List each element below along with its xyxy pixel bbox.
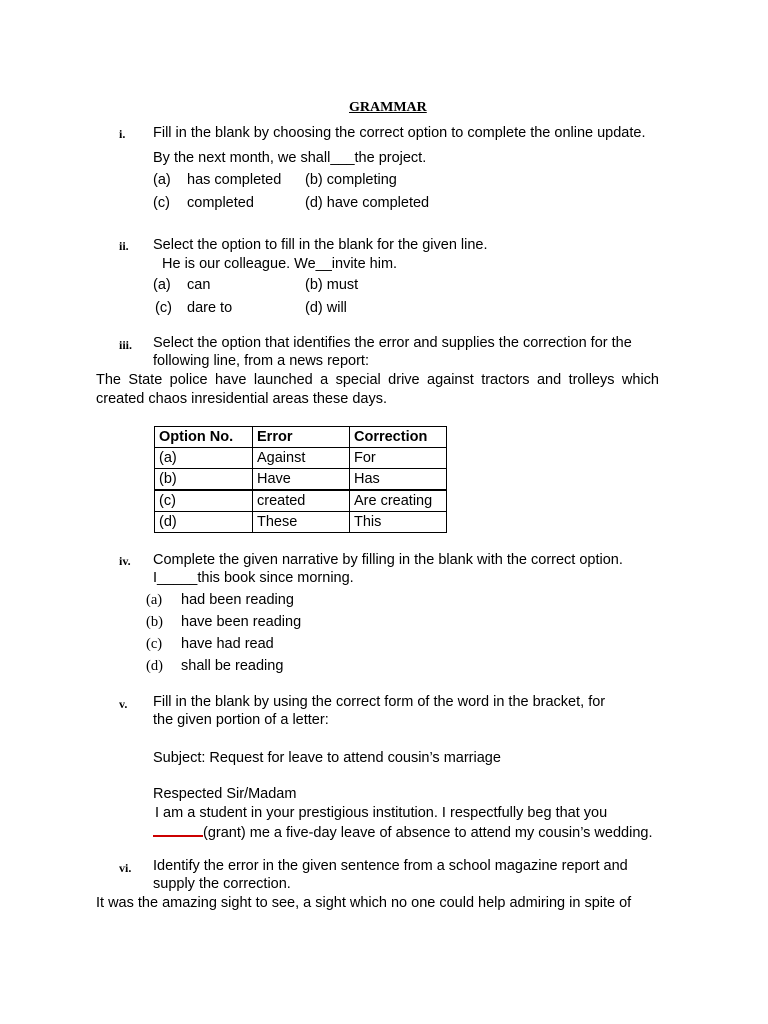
table-row: [155, 490, 447, 512]
question-prompt: Select the option that identifies the error and supplies the correction for the: [153, 335, 632, 351]
page-title: GRAMMAR: [349, 100, 427, 115]
question-prompt: Identify the error in the given sentence from a school magazine report and: [153, 858, 628, 874]
option-label: (c): [153, 195, 170, 211]
option-label: (a): [153, 172, 171, 188]
table-header: Correction: [350, 427, 447, 448]
option: (d) will: [305, 300, 347, 316]
option-text: have had read: [181, 636, 274, 652]
table-cell: Has: [350, 469, 447, 491]
question-line: He is our colleague. We__invite him.: [162, 256, 398, 272]
error-correction-table: [154, 426, 447, 533]
question-number: iv.: [119, 554, 131, 568]
option-text: can: [187, 277, 211, 293]
question-prompt: the given portion of a letter:: [153, 712, 329, 728]
table-cell: Against: [253, 448, 350, 469]
table-cell: (d): [155, 512, 253, 533]
question-prompt: Select the option to fill in the blank for the given line.: [153, 237, 488, 253]
question-prompt: supply the correction.: [153, 876, 291, 892]
option-label: (d): [146, 658, 163, 674]
passage-line: It was the amazing sight to see, a sight which no one could help admiring in spite of: [96, 895, 632, 911]
question-line: I_____this book since morning.: [153, 570, 354, 586]
option-text: shall be reading: [181, 658, 284, 674]
question-number: v.: [119, 697, 128, 711]
option: (d) have completed: [305, 195, 430, 211]
option: (b) completing: [305, 172, 397, 188]
option-label: (c): [146, 636, 163, 652]
table-cell: (b): [155, 469, 253, 491]
question-prompt: Fill in the blank by using the correct form of the word in the bracket, for: [153, 694, 606, 710]
table-cell: (a): [155, 448, 253, 469]
letter-body-line: I am a student in your prestigious institution. I respectfully beg that you: [155, 805, 608, 821]
option-text: completed: [187, 195, 254, 211]
table-header: Option No.: [155, 427, 253, 448]
table-cell: These: [253, 512, 350, 533]
question-number: iii.: [119, 338, 133, 352]
option: (b) must: [305, 277, 359, 293]
table-cell: For: [350, 448, 447, 469]
letter-body-line: [153, 821, 652, 842]
table-cell: (c): [155, 490, 253, 512]
table-row: [155, 469, 447, 491]
question-line: By the next month, we shall___the project.: [153, 150, 427, 166]
question-prompt: Fill in the blank by choosing the correct option to complete the online update.: [153, 125, 646, 141]
table-row: [155, 512, 447, 533]
table-header: Error: [253, 427, 350, 448]
table-cell: This: [350, 512, 447, 533]
letter-salutation: Respected Sir/Madam: [153, 786, 297, 802]
question-prompt: Complete the given narrative by filling in the blank with the correct option.: [153, 552, 623, 568]
table-cell: Have: [253, 469, 350, 491]
passage-line: created chaos inresidential areas these days.: [96, 391, 387, 407]
option-label: (a): [146, 592, 163, 608]
question-prompt: following line, from a news report:: [153, 353, 369, 369]
table-row: [155, 448, 447, 469]
table-cell: created: [253, 490, 350, 512]
option-text: has completed: [187, 172, 282, 188]
option-text: had been reading: [181, 592, 294, 608]
passage-line: The State police have launched a special drive against tractors and trolleys which: [96, 372, 659, 388]
option-text: dare to: [187, 300, 233, 316]
answer-blank: [153, 821, 203, 837]
table-cell: Are creating: [350, 490, 447, 512]
question-number: ii.: [119, 239, 129, 253]
question-number: vi.: [119, 861, 132, 875]
letter-subject: Subject: Request for leave to attend cousin’s marriage: [153, 750, 501, 766]
option-label: (a): [153, 277, 171, 293]
option-label: (b): [146, 614, 163, 630]
question-number: i.: [119, 127, 126, 141]
option-label: (c): [155, 300, 172, 316]
letter-body-text: (grant) me a five-day leave of absence to attend my cousin’s wedding.: [203, 825, 653, 841]
option-text: have been reading: [181, 614, 302, 630]
